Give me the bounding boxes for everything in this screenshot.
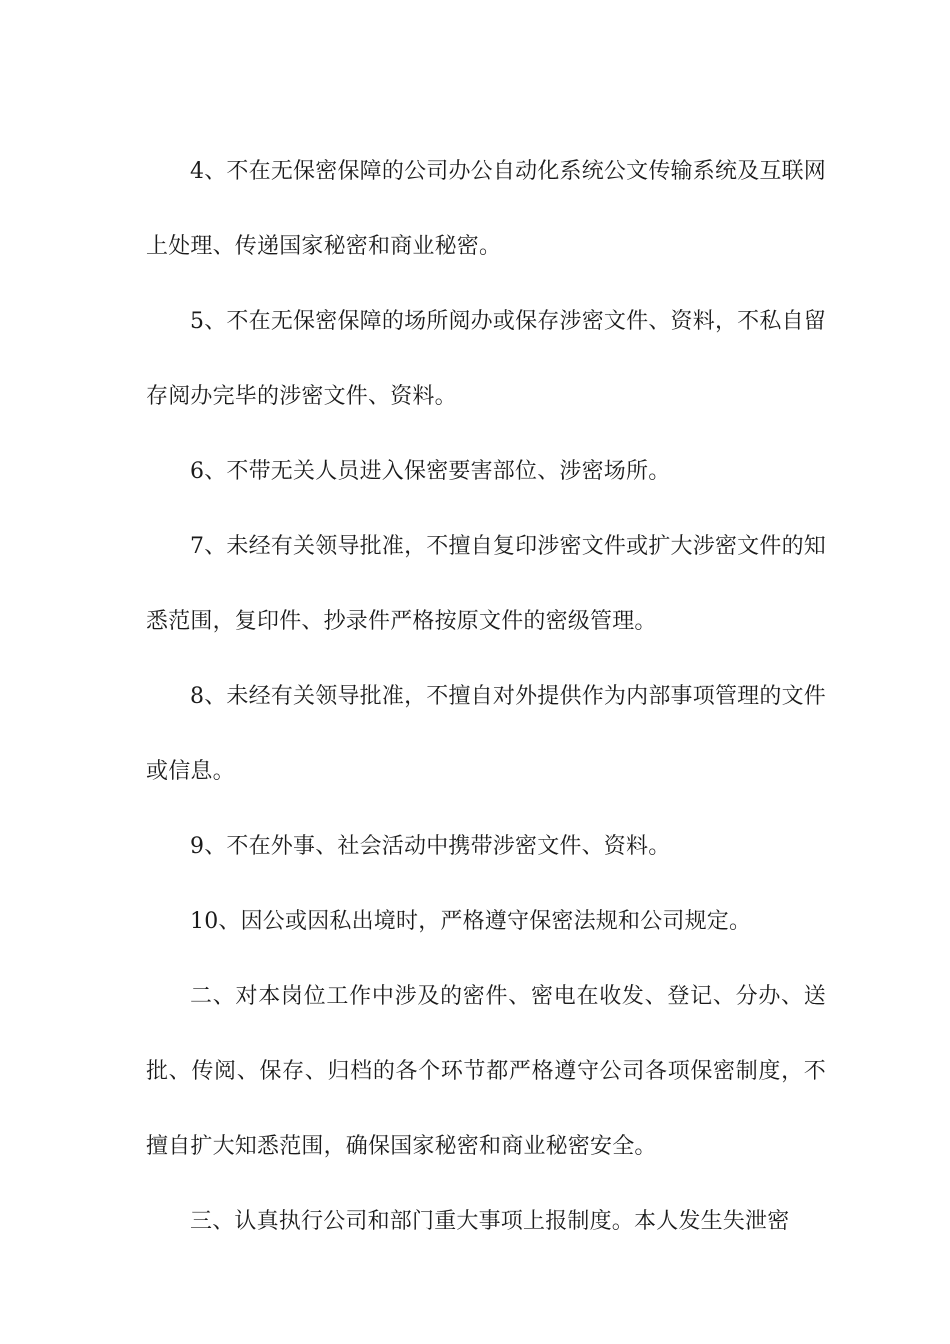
paragraph-item-4: 4、不在无保密保障的公司办公自动化系统公文传输系统及互联网上处理、传递国家秘密和商业秘密。 xyxy=(146,159,826,259)
document-body xyxy=(146,134,826,1259)
paragraph-item-7: 7、未经有关领导批准，不擅自复印涉密文件或扩大涉密文件的知悉范围，复印件、抄录件严格按原文件的密级管理。 xyxy=(146,534,826,634)
paragraph-section-two: 二、对本岗位工作中涉及的密件、密电在收发、登记、分办、送批、传阅、保存、归档的各个环节都严格遵守公司各项保密制度，不擅自扩大知悉范围，确保国家秘密和商业秘密安全。 xyxy=(146,984,826,1159)
paragraph-item-6: 6、不带无关人员进入保密要害部位、涉密场所。 xyxy=(190,459,671,484)
paragraph-item-5: 5、不在无保密保障的场所阅办或保存涉密文件、资料，不私自留存阅办完毕的涉密文件、资料。 xyxy=(146,309,826,409)
paragraph-section-three: 三、认真执行公司和部门重大事项上报制度。本人发生失泄密 xyxy=(190,1209,790,1234)
paragraph-item-10: 10、因公或因私出境时，严格遵守保密法规和公司规定。 xyxy=(190,909,752,934)
paragraph-item-9: 9、不在外事、社会活动中携带涉密文件、资料。 xyxy=(190,834,671,859)
paragraph-item-8: 8、未经有关领导批准，不擅自对外提供作为内部事项管理的文件或信息。 xyxy=(146,684,826,784)
